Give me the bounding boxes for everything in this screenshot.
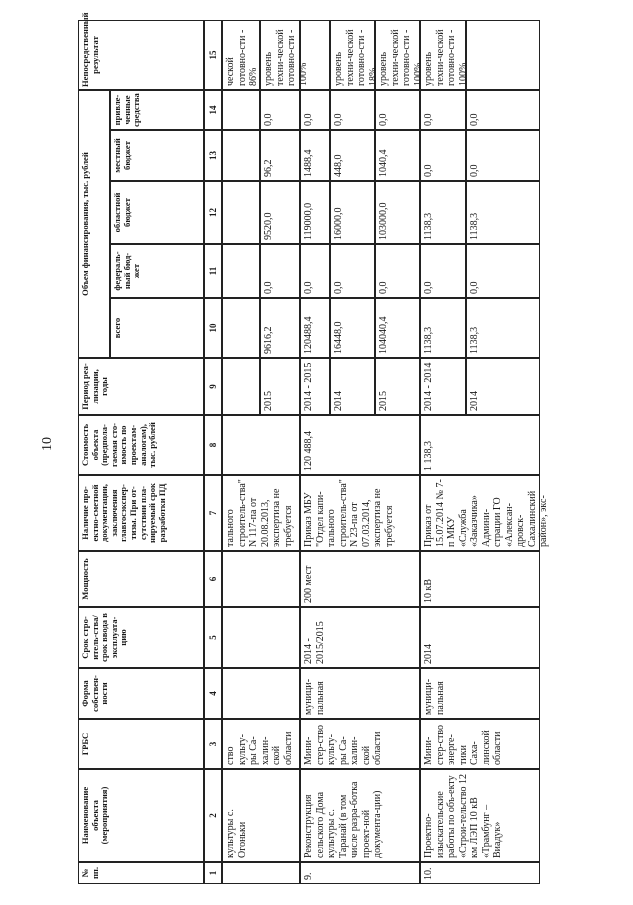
- header-attracted: привле-ченные средства: [110, 90, 204, 130]
- row-cont-period: [222, 358, 260, 415]
- row-cont-total: [222, 298, 260, 358]
- row-10-federal: 0,0: [420, 244, 466, 298]
- row-9-grbs: Мини-стер-ство культу-ры Са-халин-ской области: [300, 719, 420, 769]
- colnum-14: 14: [204, 90, 222, 130]
- header-name: Наименование объекта (мероприятия): [78, 769, 204, 862]
- row-cont-result: уровень техни-ческой готовно-сти - 100%: [260, 20, 300, 90]
- row-cont-regional: 9520,0: [260, 181, 300, 244]
- page-number: 10: [40, 437, 55, 451]
- colnum-5: 5: [204, 607, 222, 668]
- row-10-regional: 1138,3: [466, 181, 540, 244]
- header-period: Период реа-лизации, годы: [78, 358, 204, 415]
- colnum-3: 3: [204, 719, 222, 769]
- row-10-capacity: 10 кВ: [420, 551, 540, 607]
- row-9-regional: 119000,0: [300, 181, 330, 244]
- colnum-13: 13: [204, 130, 222, 181]
- header-federal: федераль-ный бюд-жет: [110, 244, 204, 298]
- header-cost: Стоимость объекта (предпола-гаемая сто-имость по проектам-аналогам), тыс. рублей: [78, 415, 204, 475]
- row-10-local: 0,0: [466, 130, 540, 181]
- row-10-total: 1138,3: [420, 298, 466, 358]
- row-cont-local: [222, 130, 260, 181]
- header-docs: Наличие про-ектно-сметной документации, заключения главгосэкспер-тизы. При от-сутствии пла-нируемый срок разработки ПД: [78, 475, 204, 551]
- row-10-grbs: Мини-стер-ство энерге-тики Саха-линской области: [420, 719, 540, 769]
- row-10-num: 10.: [420, 862, 540, 884]
- row-9-cost: 120 488,4: [300, 415, 420, 475]
- row-9-docs: Приказ МБУ "Отдел капи-тального строитель-ства" N 23-па от 07.03.2014, экспертиза не требуется: [300, 475, 420, 551]
- row-9-local: 1040,4: [375, 130, 420, 181]
- row-cont-federal: [222, 244, 260, 298]
- row-9-term: 2014 - 2015/2015: [300, 607, 420, 668]
- row-9-federal: 0,0: [300, 244, 330, 298]
- row-9-total: 120488,4: [300, 298, 330, 358]
- colnum-2: 2: [204, 769, 222, 862]
- header-result: Непосредственный результат: [78, 20, 204, 90]
- row-10-name: Проектно-изыскательские работы по объ-екту «Строи-тельство 12 км ЛЭП 10 кВ «Трамбунг – Виадук»: [420, 769, 540, 862]
- row-10-federal: 0,0: [466, 244, 540, 298]
- row-9-period: 2014: [330, 358, 375, 415]
- colnum-15: 15: [204, 20, 222, 90]
- row-10-ownership: муници-пальная: [420, 668, 540, 719]
- row-10-result: уровень техни-ческой готовно-сти - 100%: [420, 20, 466, 90]
- header-capacity: Мощность: [78, 551, 204, 607]
- row-cont-term: [222, 607, 300, 668]
- row-10-period: 2014 - 2014: [420, 358, 466, 415]
- row-9-period: 2014 - 2015: [300, 358, 330, 415]
- row-10-attracted: 0,0: [420, 90, 466, 130]
- row-cont-regional: [222, 181, 260, 244]
- row-10-docs: Приказ от 15.07.2014 № 7-п МКУ «Служба «Заказчика» Админи-страции ГО «Алексан-дровск-Сахалинский район», экс-: [420, 475, 540, 551]
- row-cont-grbs: ство культу-ры Са-халин-ской области: [222, 719, 300, 769]
- row-cont-result: ческой готовно-сти - 86%: [222, 20, 260, 90]
- colnum-10: 10: [204, 298, 222, 358]
- row-9-num: 9.: [300, 862, 420, 884]
- row-cont-attracted: 0,0: [260, 90, 300, 130]
- colnum-9: 9: [204, 358, 222, 415]
- row-9-ownership: муници-пальная: [300, 668, 420, 719]
- row-9-regional: 16000,0: [330, 181, 375, 244]
- row-9-local: 1488,4: [300, 130, 330, 181]
- row-cont-local: 96,2: [260, 130, 300, 181]
- colnum-12: 12: [204, 181, 222, 244]
- row-9-federal: 0,0: [375, 244, 420, 298]
- row-10-term: 2014: [420, 607, 540, 668]
- header-term: Срок стро-итель-ства/срок ввода в эксплуата-цию: [78, 607, 204, 668]
- row-cont-total: 9616,2: [260, 298, 300, 358]
- row-10-local: 0,0: [420, 130, 466, 181]
- row-9-regional: 103000,0: [375, 181, 420, 244]
- row-9-attracted: 0,0: [300, 90, 330, 130]
- row-cont-ownership: [222, 668, 300, 719]
- header-total: всего: [110, 298, 204, 358]
- row-9-result: уровень техни-ческой готовно-сти - 18%: [330, 20, 375, 90]
- row-9-attracted: 0,0: [375, 90, 420, 130]
- row-10-cost: 1 138,3: [420, 415, 540, 475]
- header-ownership: Форма собствен-ности: [78, 668, 204, 719]
- row-9-name: Реконструкция сельского Дома культуры с. Таранай (в том числе разра-ботка проект-ной документа-ции): [300, 769, 420, 862]
- header-num: № пп.: [78, 862, 204, 884]
- financing-table: [78, 12, 549, 884]
- row-cont-period: 2015: [260, 358, 300, 415]
- row-10-period: 2014: [466, 358, 540, 415]
- row-cont-name: культуры с. Огоньки: [222, 769, 300, 862]
- row-10-attracted: 0,0: [466, 90, 540, 130]
- row-10-regional: 1138,3: [420, 181, 466, 244]
- row-cont-num: [222, 862, 300, 884]
- colnum-7: 7: [204, 475, 222, 551]
- row-9-result: уровень техни-ческой готовно-сти - 100%: [375, 20, 420, 90]
- row-10-result: [466, 20, 540, 90]
- row-cont-attracted: [222, 90, 260, 130]
- rotated-table-container: [78, 12, 549, 880]
- header-regional: областной бюджет: [110, 181, 204, 244]
- row-9-total: 104040,4: [375, 298, 420, 358]
- row-cont-capacity: [222, 551, 300, 607]
- header-grbs: ГРБС: [78, 719, 204, 769]
- row-9-total: 16448,0: [330, 298, 375, 358]
- row-9-result: [300, 20, 330, 90]
- row-9-attracted: 0,0: [330, 90, 375, 130]
- colnum-1: 1: [204, 862, 222, 884]
- row-cont-docs: тального строитель-ства" N 117-па от 20.08.2013, экспертиза не требуется: [222, 475, 300, 551]
- header-financing: Объем финансирования, тыс. рублей: [78, 90, 110, 358]
- colnum-8: 8: [204, 415, 222, 475]
- colnum-11: 11: [204, 244, 222, 298]
- colnum-6: 6: [204, 551, 222, 607]
- row-10-total: 1138,3: [466, 298, 540, 358]
- row-9-capacity: 200 мест: [300, 551, 420, 607]
- row-9-period: 2015: [375, 358, 420, 415]
- row-cont-federal: 0,0: [260, 244, 300, 298]
- row-9-local: 448,0: [330, 130, 375, 181]
- colnum-4: 4: [204, 668, 222, 719]
- row-9-federal: 0,0: [330, 244, 375, 298]
- header-local: местный бюджет: [110, 130, 204, 181]
- row-cont-cost: [222, 415, 300, 475]
